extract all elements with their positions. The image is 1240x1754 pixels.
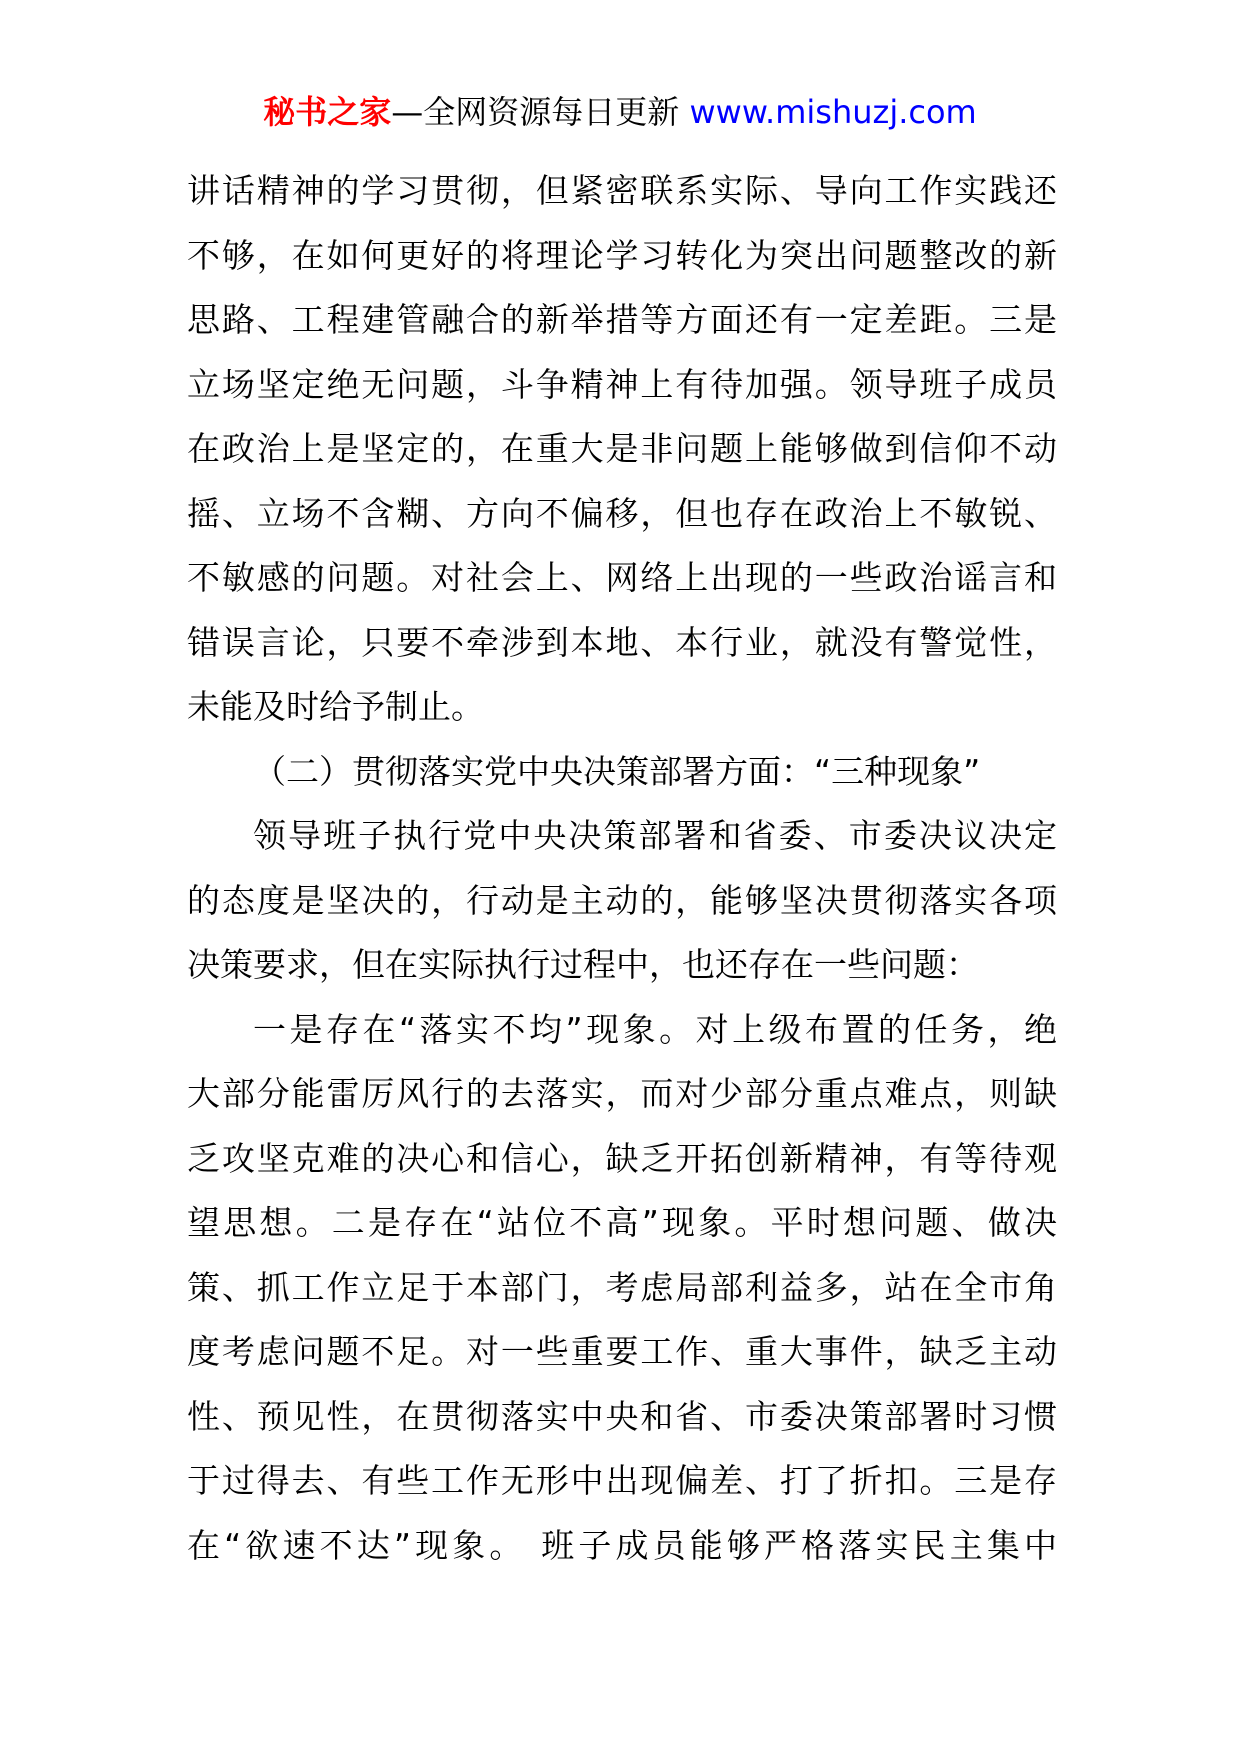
text-line: 错误言论，只要不牵涉到本地、本行业，就没有警觉性，	[187, 622, 1057, 662]
text-line: 乏攻坚克难的决心和信心，缺乏开拓创新精神，有等待观	[187, 1138, 1057, 1178]
site-header	[0, 92, 1240, 132]
text-line: 策、抓工作立足于本部门，考虑局部利益多，站在全市角	[187, 1267, 1057, 1307]
text-line: 不敏感的问题。对社会上、网络上出现的一些政治谣言和	[187, 558, 1057, 597]
text-line: 的态度是坚决的，行动是主动的，能够坚决贯彻落实各项	[187, 880, 1057, 920]
text-line: 未能及时给予制止。	[187, 687, 484, 726]
text-line: 不够，在如何更好的将理论学习转化为突出问题整改的新	[187, 235, 1057, 275]
brand-name: 秘书之家	[263, 93, 392, 131]
text-line: 于过得去、有些工作无形中出现偏差、打了折扣。三是存	[187, 1461, 1057, 1500]
text-line: 决策要求，但在实际执行过程中，也还存在一些问题：	[187, 945, 979, 984]
text-line: 领导班子执行党中央决策部署和省委、市委决议决定	[253, 816, 1057, 855]
header-slogan: —全网资源每日更新	[391, 93, 680, 131]
text-line: 在“欲速不达”现象。 班子成员能够严格落实民主集中	[187, 1525, 1057, 1565]
text-line: 摇、立场不含糊、方向不偏移，但也存在政治上不敏锐、	[187, 493, 1057, 533]
text-line: 立场坚定绝无问题，斗争精神上有待加强。领导班子成员	[187, 364, 1057, 404]
section-heading: （二）贯彻落实党中央决策部署方面：“三种现象”	[253, 751, 981, 791]
text-line: 望思想。二是存在“站位不高”现象。平时想问题、做决	[187, 1203, 1057, 1242]
document-body	[187, 159, 1057, 1578]
text-line: 大部分能雷厉风行的去落实，而对少部分重点难点，则缺	[187, 1074, 1057, 1113]
site-url-link[interactable]: www.mishuzj.com	[689, 93, 977, 131]
text-line: 思路、工程建管融合的新举措等方面还有一定差距。三是	[187, 300, 1057, 339]
text-line: 在政治上是坚定的，在重大是非问题上能够做到信仰不动	[187, 429, 1057, 468]
text-line: 一是存在“落实不均”现象。对上级布置的任务，绝	[253, 1009, 1057, 1049]
text-line: 讲话精神的学习贯彻，但紧密联系实际、导向工作实践还	[187, 171, 1057, 210]
text-line: 度考虑问题不足。对一些重要工作、重大事件，缺乏主动	[187, 1332, 1057, 1371]
text-line: 性、预见性，在贯彻落实中央和省、市委决策部署时习惯	[187, 1396, 1057, 1436]
